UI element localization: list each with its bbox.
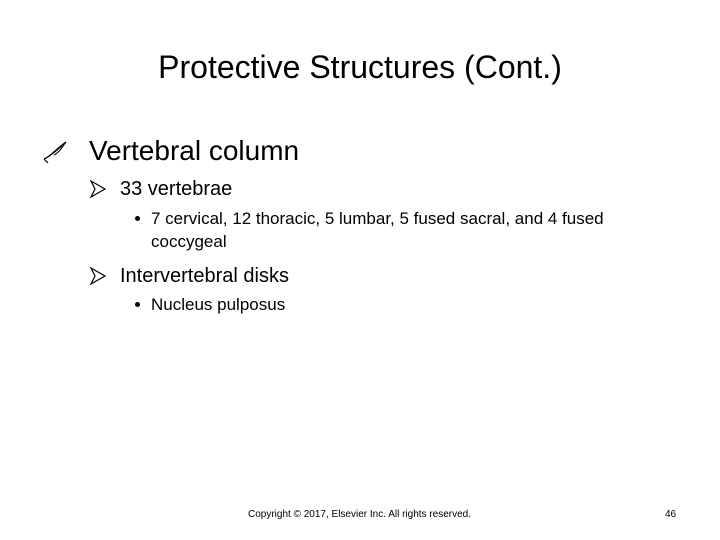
nucleus-pulposus-text: Nucleus pulposus	[151, 295, 286, 314]
quill-bullet-icon	[42, 139, 70, 165]
vertebrae-count-label: 33 vertebrae	[120, 178, 233, 200]
vertebrae-breakdown-text: 7 cervical, 12 thoracic, 5 lumbar, 5 fused sacral, and 4 fused coccygeal	[151, 209, 604, 251]
vertebral-column-label: Vertebral column	[89, 135, 300, 166]
copyright-footer: Copyright © 2017, Elsevier Inc. All rights reserved.	[248, 509, 472, 520]
dot-bullet-icon	[135, 216, 140, 221]
arrowhead-bullet-icon	[89, 266, 107, 286]
slide-title: Protective Structures (Cont.)	[158, 49, 562, 85]
arrowhead-bullet-icon	[89, 179, 107, 199]
intervertebral-disks-label: Intervertebral disks	[120, 265, 289, 287]
page-number: 46	[665, 509, 677, 520]
dot-bullet-icon	[135, 302, 140, 307]
